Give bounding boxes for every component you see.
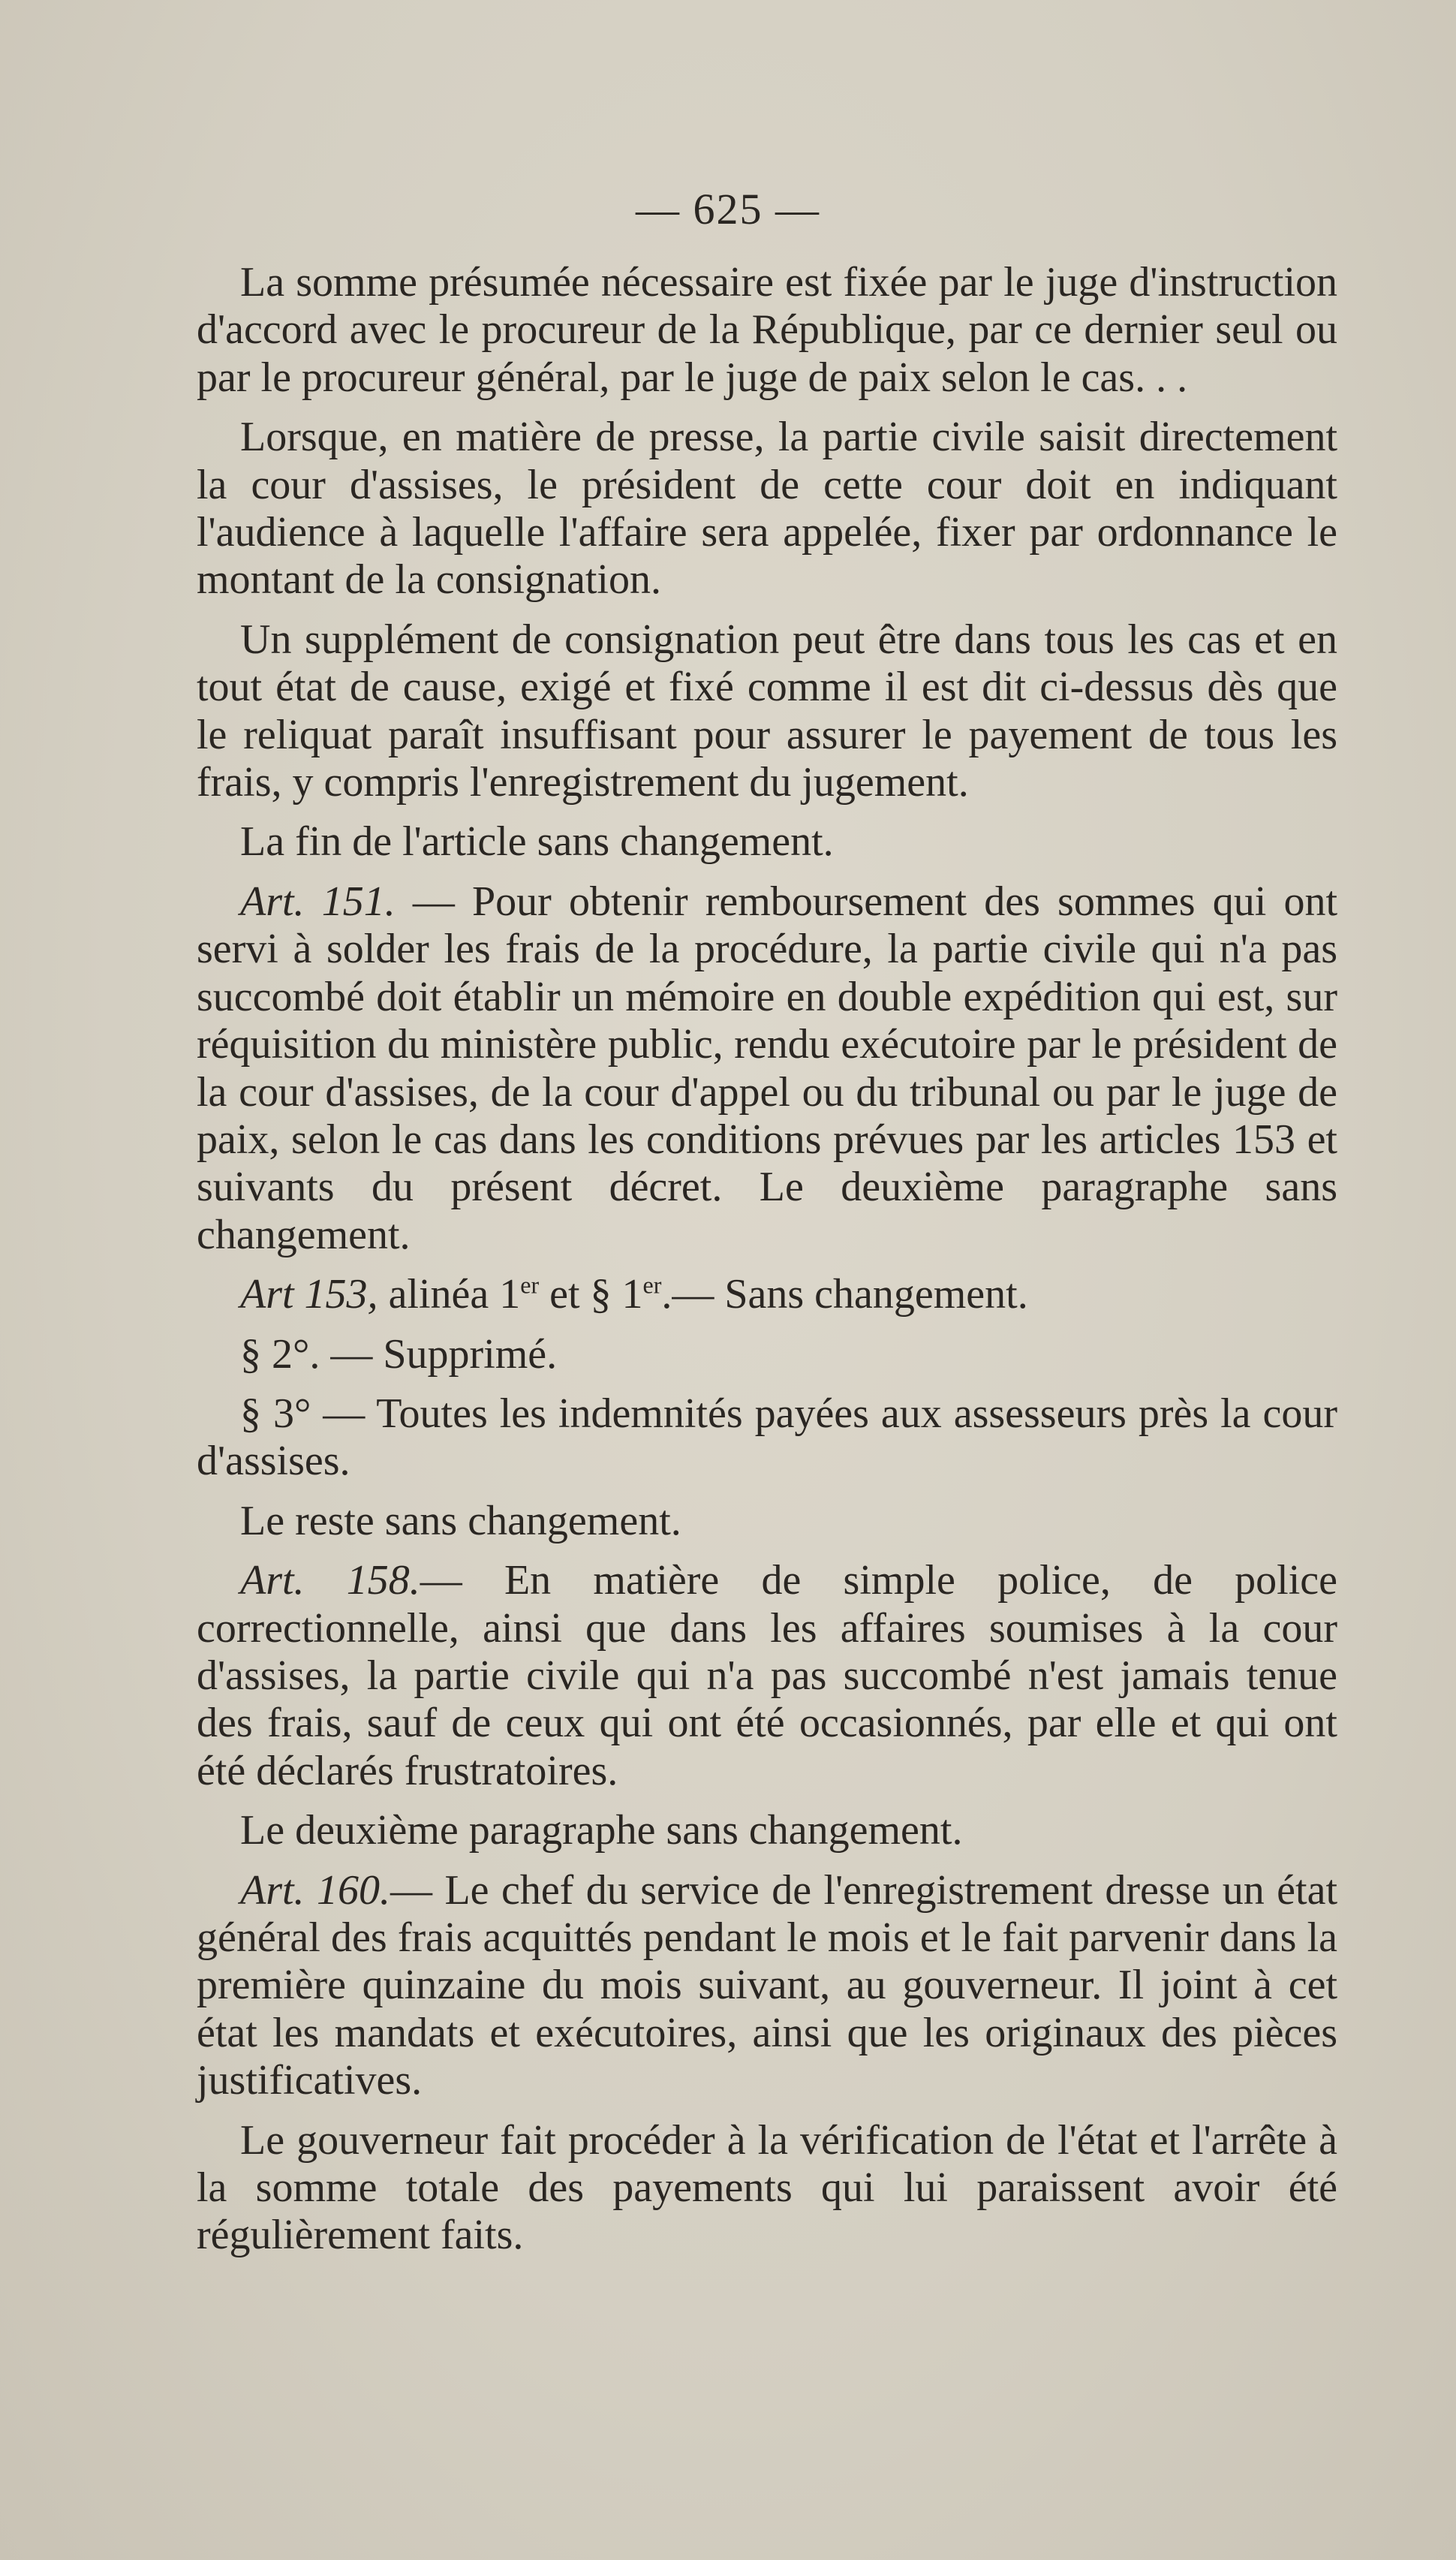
superscript: er — [520, 1271, 540, 1299]
article-text: — En matière de simple police, de police correctionnelle, ainsi que dans les affaires soumises à la cour d'assises, la partie civile qui n'a pas succombé n'est jamais tenue des frais, sauf de ceux qui ont été occasionnés, par elle et qui ont été déclarés frustratoires. — [197, 1557, 1337, 1794]
article-label: Art. 158. — [240, 1557, 420, 1604]
article-text: — Le chef du service de l'enregistrement dresse un état général des frais acquittés pendant le mois et le fait parvenir dans la première quinzaine du mois suivant, au gouverneur. Il joint à cet état les mandats et exécutoires, ainsi que les originaux des pièces justificatives. — [197, 1866, 1338, 2104]
paragraph: La fin de l'article sans changement. — [240, 818, 834, 866]
paragraph: § 2°. — Supprimé. — [240, 1330, 558, 1378]
paragraph: § 3° — Toutes les indemnités payées aux assesseurs près la cour d'assises. — [197, 1390, 1337, 1485]
paragraph: Le deuxième paragraphe sans changement. — [240, 1807, 963, 1854]
article-label: Art. 151. — [240, 878, 396, 925]
paragraph: La somme présumée nécessaire est fixée par le juge d'instruction d'accord avec le procureur de la République, par ce dernier seul ou par le procureur général, par le juge de paix selon le cas. . . — [197, 259, 1337, 401]
body-text — [197, 259, 1337, 2272]
paragraph: Le gouverneur fait procéder à la vérification de l'état et l'arrête à la somme totale des payements qui lui paraissent avoir été régulièrement faits. — [197, 2116, 1337, 2259]
paragraph: Lorsque, en matière de presse, la partie civile saisit directement la cour d'assises, le président de cette cour doit en indiquant l'audience à laquelle l'affaire sera appelée, fixer par ordonnance le montant de la consignation. — [197, 414, 1337, 604]
article-label: Art. 160. — [240, 1866, 391, 1914]
article-text: — Pour obtenir remboursement des sommes qui ont servi à solder les frais de la procédure, la partie civile qui n'a pas succombé doit établir un mémoire en double expédition qui est, sur réquisition du ministère public, rendu exécutoire par le président de la cour d'assises, de la cour d'appel ou du tribunal ou par le juge de paix, selon le cas dans les conditions prévues par les articles 153 et suivants du présent décret. Le deuxième paragraphe sans changement. — [197, 878, 1338, 1258]
article-153-paragraph — [197, 1271, 1337, 1318]
article-label: Art 153, — [240, 1271, 378, 1318]
article-160-paragraph — [197, 1867, 1337, 2105]
article-158-paragraph — [197, 1557, 1337, 1795]
paragraph: Un supplément de consignation peut être dans tous les cas et en tout état de cause, exigé et fixé comme il est dit ci-dessus dès que le reliquat paraît insuffisant pour assurer le payement de tous les frais, y compris l'enregistrement du jugement. — [197, 616, 1337, 806]
superscript: er — [642, 1271, 662, 1299]
article-text: .— Sans changement. — [661, 1271, 1028, 1318]
paragraph: Le reste sans changement. — [240, 1497, 681, 1544]
page-number: — 625 — — [636, 185, 820, 233]
article-text: alinéa 1 — [388, 1271, 521, 1318]
article-151-paragraph — [197, 878, 1337, 1259]
article-text: et § 1 — [549, 1271, 643, 1318]
